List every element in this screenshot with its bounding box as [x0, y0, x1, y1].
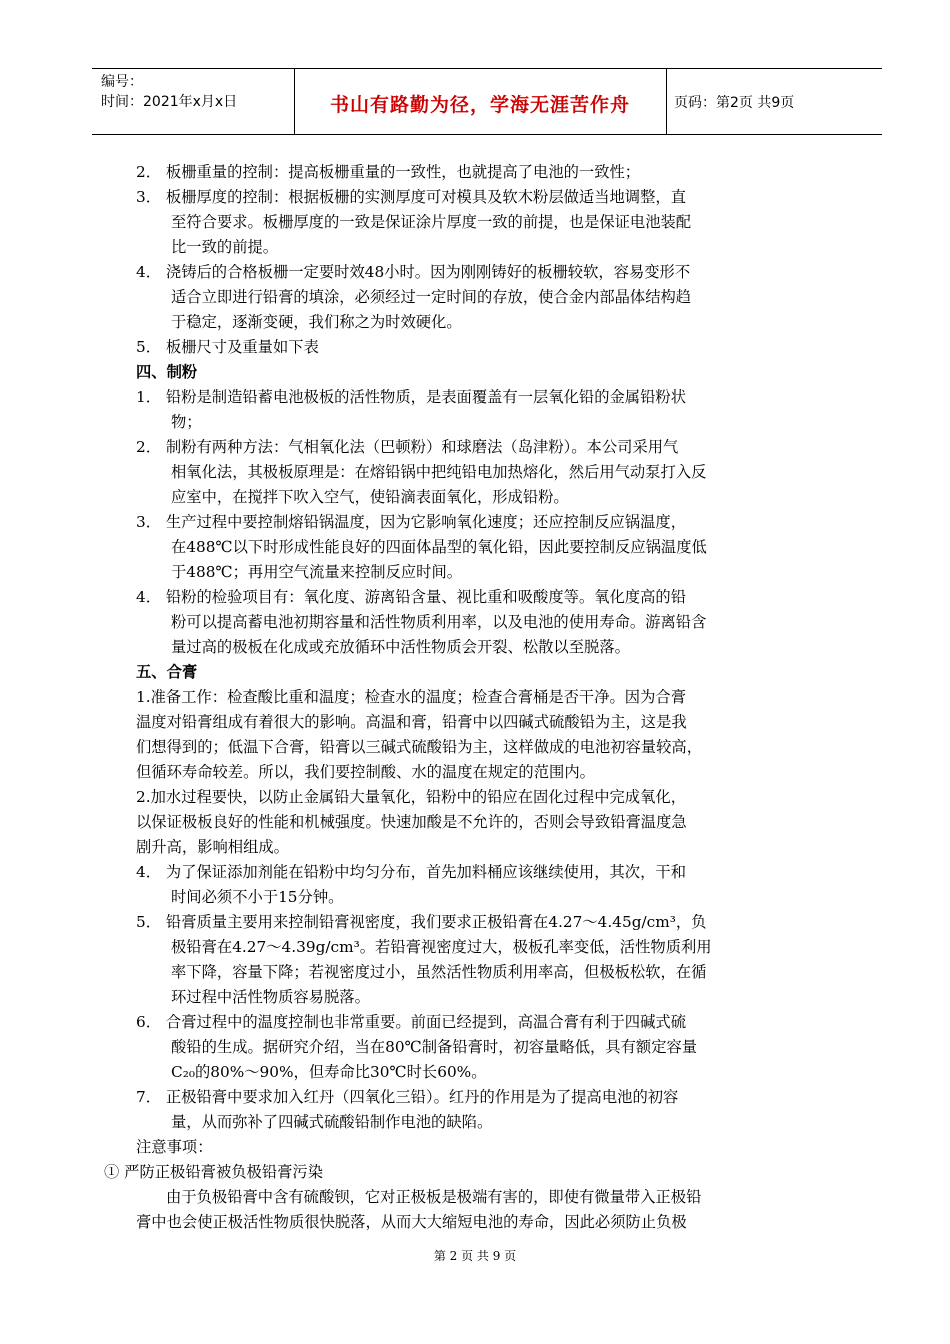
text-line: 2． 制粉有两种方法：气相氧化法（巴顿粉）和球磨法（岛津粉）。本公司采用气: [136, 438, 679, 456]
text-line: 1． 铅粉是制造铅蓄电池极板的活性物质，是表面覆盖有一层氧化铅的金属铅粉状: [136, 388, 686, 406]
doc-date-label: 时间：2021年x月x日: [101, 94, 238, 110]
text-line: 物；: [171, 413, 202, 431]
section-heading: 五、合膏: [136, 663, 198, 681]
header-motto: 书山有路勤为径，学海无涯苦作舟: [329, 94, 630, 116]
text-line: 但循环寿命较差。所以，我们要控制酸、水的温度在规定的范围内。: [136, 763, 595, 781]
text-line: 们想得到的；低温下合膏，铅膏以三碱式硫酸铅为主，这样做成的电池初容量较高，: [136, 738, 702, 756]
text-line: 5． 板栅尺寸及重量如下表: [136, 338, 319, 356]
header-bottom-rule: [92, 134, 882, 135]
text-line: 5． 铅膏质量主要用来控制铅膏视密度，我们要求正极铅膏在4.27～4.45g/cm³，负: [136, 913, 707, 931]
text-line: 2.加水过程要快，以防止金属铅大量氧化，铅粉中的铅应在固化过程中完成氧化，: [136, 788, 686, 806]
text-line: 粉可以提高蓄电池初期容量和活性物质利用率，以及电池的使用寿命。游离铅含: [171, 613, 707, 631]
text-line: ① 严防正极铅膏被负极铅膏污染: [104, 1163, 324, 1181]
section-heading: 四、制粉: [136, 363, 198, 381]
text-line: 率下降，容量下降；若视密度过小，虽然活性物质利用率高，但极板松软，在循: [171, 963, 707, 981]
text-line: 相氧化法，其极板原理是：在熔铅锅中把纯铅电加热熔化，然后用气动泵打入反: [171, 463, 707, 481]
header-page-number: 页码：第2页 共9页: [674, 95, 795, 111]
text-line: 4． 为了保证添加剂能在铅粉中均匀分布，首先加料桶应该继续使用，其次，干和: [136, 863, 686, 881]
doc-number-label: 编号：: [101, 74, 143, 90]
text-line: 量过高的极板在化成或充放循环中活性物质会开裂、松散以至脱落。: [171, 638, 630, 656]
text-line: 4． 浇铸后的合格板栅一定要时效48小时。因为刚刚铸好的板栅较软，容易变形不: [136, 263, 691, 281]
text-line: 适合立即进行铅膏的填涂，必须经过一定时间的存放，使合金内部晶体结构趋: [171, 288, 692, 306]
text-line: 3． 板栅厚度的控制：根据板栅的实测厚度可对模具及软木粉层做适当地调整，直: [136, 188, 686, 206]
text-line: 温度对铅膏组成有着很大的影响。高温和膏，铅膏中以四碱式硫酸铅为主，这是我: [136, 713, 687, 731]
text-line: 至符合要求。板栅厚度的一致是保证涂片厚度一致的前提，也是保证电池装配: [171, 213, 692, 231]
text-line: 于稳定，逐渐变硬，我们称之为时效硬化。: [171, 313, 462, 331]
text-line: 时间必须不小于15分钟。: [171, 888, 344, 906]
text-line: 注意事项：: [136, 1138, 213, 1156]
text-line: 由于负极铅膏中含有硫酸钡，它对正极板是极端有害的，即使有微量带入正极铅: [166, 1188, 702, 1206]
text-line: 量，从而弥补了四碱式硫酸铅制作电池的缺陷。: [171, 1113, 493, 1131]
page-footer: 第 2 页 共 9 页: [433, 1249, 517, 1263]
text-line: 6． 合膏过程中的温度控制也非常重要。前面已经提到，高温合膏有利于四碱式硫: [136, 1013, 686, 1031]
text-line: 膏中也会使正极活性物质很快脱落，从而大大缩短电池的寿命，因此必须防止负极: [136, 1213, 687, 1231]
text-line: 剧升高，影响相组成。: [136, 838, 289, 856]
header-meta: [101, 72, 237, 112]
text-line: 环过程中活性物质容易脱落。: [171, 988, 370, 1006]
text-line: 在488℃以下时形成性能良好的四面体晶型的氧化铅，因此要控制反应锅温度低: [171, 538, 707, 556]
text-line: 2． 板栅重量的控制：提高板栅重量的一致性，也就提高了电池的一致性；: [136, 163, 641, 181]
text-line: C₂₀的80%～90%，但寿命比30℃时长60%。: [171, 1063, 487, 1081]
text-line: 于488℃；再用空气流量来控制反应时间。: [171, 563, 463, 581]
text-line: 7． 正极铅膏中要求加入红丹（四氧化三铅）。红丹的作用是为了提高电池的初容: [136, 1088, 679, 1106]
text-line: 以保证极板良好的性能和机械强度。快速加酸是不允许的，否则会导致铅膏温度急: [136, 813, 687, 831]
text-line: 应室中，在搅拌下吹入空气，使铅滴表面氧化，形成铅粉。: [171, 488, 569, 506]
text-line: 1.准备工作：检查酸比重和温度；检查水的温度；检查合膏桶是否干净。因为合膏: [136, 688, 686, 706]
text-line: 比一致的前提。: [171, 238, 279, 256]
text-line: 4． 铅粉的检验项目有：氧化度、游离铅含量、视比重和吸酸度等。氧化度高的铅: [136, 588, 686, 606]
text-line: 酸铅的生成。据研究介绍，当在80℃制备铅膏时，初容量略低，具有额定容量: [171, 1038, 698, 1056]
header-divider: [666, 68, 667, 135]
page-header: [92, 68, 882, 135]
text-line: 极铅膏在4.27～4.39g/cm³。若铅膏视密度过大，极板孔率变低，活性物质利用: [171, 938, 712, 956]
header-top-rule: [92, 68, 882, 69]
text-line: 3． 生产过程中要控制熔铅锅温度，因为它影响氧化速度；还应控制反应锅温度，: [136, 513, 686, 531]
